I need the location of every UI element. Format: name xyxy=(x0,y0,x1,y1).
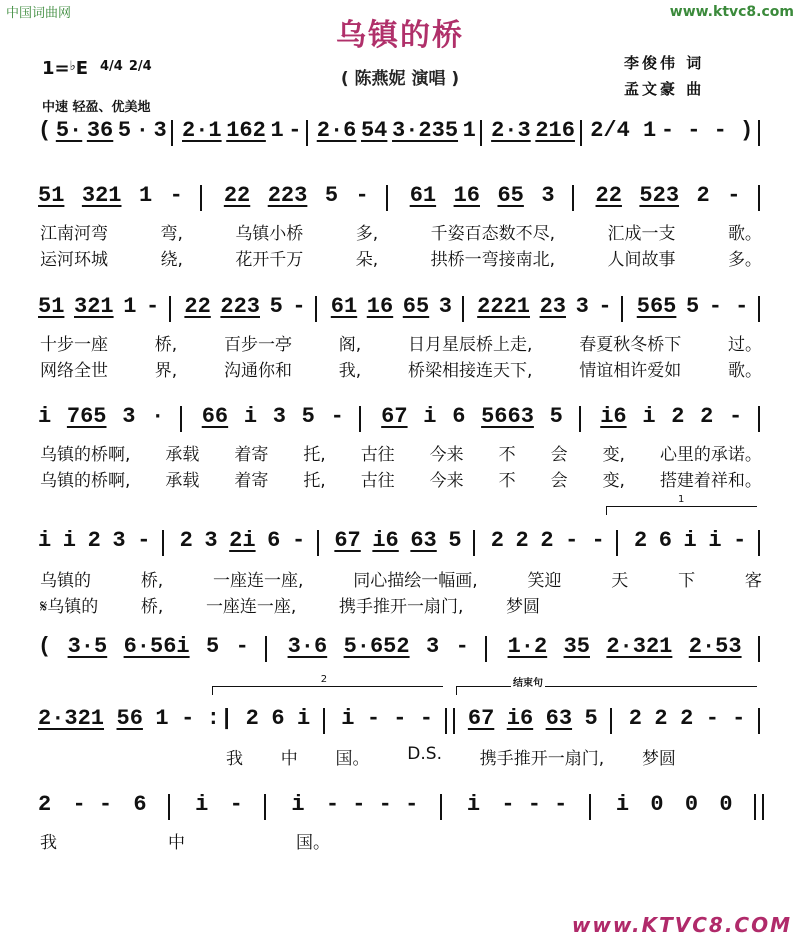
lyric-word: 变, xyxy=(602,471,625,491)
note-token: 2 xyxy=(654,706,668,731)
note-token: - xyxy=(235,634,249,659)
barline xyxy=(758,530,764,556)
lyric-word: 江南河弯 xyxy=(40,224,108,244)
note-token: 5 xyxy=(117,118,132,143)
composer-credit: 孟文豪 曲 xyxy=(624,80,705,98)
barline xyxy=(169,296,175,322)
barline xyxy=(264,794,270,820)
barline xyxy=(265,636,271,662)
lyrics-row-3-verse-1 xyxy=(40,330,762,355)
note-token: i xyxy=(38,528,52,553)
note-token: 3 xyxy=(153,118,167,143)
note-token: i xyxy=(297,706,311,731)
lyric-word: 朵, xyxy=(355,250,379,270)
note-token: 2 xyxy=(87,528,101,553)
lyric-word: 春夏秋冬桥下 xyxy=(579,335,682,355)
note-token: i xyxy=(642,404,656,429)
note-token: 3 xyxy=(272,404,286,429)
tempo-marking: 中速 轻盈、优美地 xyxy=(42,100,151,115)
barline xyxy=(317,530,323,556)
barline xyxy=(758,185,764,211)
note-token: 5 xyxy=(269,294,283,319)
note-token: 5 xyxy=(584,706,598,731)
note-token: 65 xyxy=(497,183,524,208)
barline xyxy=(359,406,365,432)
barline xyxy=(485,636,491,662)
lyric-word: 我 xyxy=(40,833,57,853)
note-token: 1·2 xyxy=(507,634,548,659)
note-token: 5663 xyxy=(481,404,534,429)
barline xyxy=(621,296,627,322)
note-token: 765 xyxy=(66,404,107,429)
note-token: 6·56i xyxy=(123,634,190,659)
lyric-word: 十步一座 xyxy=(40,335,108,355)
note-token: 23 xyxy=(539,294,566,319)
note-token: i xyxy=(423,404,437,429)
barline xyxy=(386,185,392,211)
lyric-word: 国。 xyxy=(296,833,330,853)
lyric-word: 多, xyxy=(355,224,379,244)
note-token: 2 xyxy=(696,183,710,208)
lyric-word: 乌镇的 xyxy=(40,571,91,591)
time-signature xyxy=(100,60,158,73)
lyric-word: 运河环城 xyxy=(40,250,108,270)
lyric-word: 不 xyxy=(498,445,516,465)
note-token: 54 xyxy=(360,118,388,143)
note-token: 3 xyxy=(575,294,589,319)
lyric-word: 一座连一座, xyxy=(205,597,297,617)
barline xyxy=(758,406,764,432)
note-token: 6 xyxy=(452,404,466,429)
note-token: 3 xyxy=(541,183,555,208)
lyric-word: 乌镇的桥啊, xyxy=(40,471,131,491)
lyric-word: 托, xyxy=(303,471,326,491)
note-token: 63 xyxy=(410,528,437,553)
lyric-word: 今来 xyxy=(429,471,464,491)
barline xyxy=(758,296,764,322)
note-token: 6 xyxy=(658,528,672,553)
note-token: i xyxy=(38,404,52,429)
lyric-word: 着寄 xyxy=(234,471,269,491)
lyric-word: 中 xyxy=(168,833,185,853)
note-token: - xyxy=(455,634,469,659)
lyric-word: 桥, xyxy=(154,335,178,355)
note-token: 2 xyxy=(245,706,259,731)
ending-bracket xyxy=(456,678,757,695)
note-token: - xyxy=(292,294,306,319)
note-token: i6 xyxy=(372,528,399,553)
staff-row-6 xyxy=(38,634,764,662)
note-token: 1 xyxy=(270,118,284,143)
barline xyxy=(162,530,168,556)
lyric-word: 笑迎 xyxy=(527,571,562,591)
ending-label: 结束句 xyxy=(511,674,545,689)
barline xyxy=(579,406,585,432)
note-token: 5· xyxy=(55,118,83,143)
lyric-word: 梦圆 xyxy=(641,749,676,769)
lyric-word: 携手推开一扇门, xyxy=(338,597,464,617)
note-token: 51 xyxy=(38,294,65,319)
note-token: - xyxy=(137,528,151,553)
lyric-word: 汇成一支 xyxy=(607,224,676,244)
note-token: - xyxy=(146,294,160,319)
lyric-word: 古往 xyxy=(360,471,395,491)
lyric-word: 乌镇的桥啊, xyxy=(40,445,131,465)
lyric-word: 天 xyxy=(611,571,629,591)
note-token: 2 xyxy=(179,528,193,553)
watermark-bottom: www.KTVC8.COM xyxy=(571,913,792,937)
barline xyxy=(315,296,321,322)
note-token: 2 xyxy=(38,792,52,817)
lyric-word: 一座连一座, xyxy=(213,571,304,591)
note-token: - - - xyxy=(501,792,568,817)
note-token: 61 xyxy=(330,294,358,319)
flat-sign: ♭ xyxy=(69,59,76,74)
lyric-word: 人间故事 xyxy=(607,250,676,270)
note-token: 63 xyxy=(545,706,573,731)
note-token: - xyxy=(169,183,183,208)
barline xyxy=(580,120,586,146)
note-token: i xyxy=(466,792,481,817)
note-token: - xyxy=(598,294,612,319)
meter-secondary: 2/4 xyxy=(128,59,152,74)
singer-credit: ( 陈燕妮 演唱 ) xyxy=(340,69,460,89)
barline xyxy=(440,794,446,820)
note-token: 223 xyxy=(267,183,308,208)
lyric-word: 千姿百态数不尽, xyxy=(430,224,556,244)
note-token: 2·321 xyxy=(38,706,105,731)
note-token: 5 xyxy=(206,634,220,659)
watermark-left: 中国词曲网 xyxy=(6,6,72,21)
lyric-word: 阁, xyxy=(338,335,362,355)
note-token: 2 xyxy=(540,528,554,553)
note-token: 2 xyxy=(671,404,685,429)
note-token: i6 xyxy=(506,706,534,731)
note-token: - - xyxy=(705,706,746,731)
barline xyxy=(171,120,177,146)
note-token: - xyxy=(355,183,369,208)
note-token: 1 xyxy=(462,118,476,143)
lyricist-credit: 李俊伟 词 xyxy=(624,54,705,72)
volta-label-1: 1 xyxy=(678,494,685,505)
note-token: 321 xyxy=(74,294,114,319)
note-token: - xyxy=(181,706,195,731)
lyric-word: 桥梁相接连天下, xyxy=(408,361,533,381)
barline xyxy=(323,708,329,734)
note-token: 2·3 xyxy=(491,118,531,143)
note-token: 2 xyxy=(633,528,648,553)
note-token: - xyxy=(727,183,741,208)
barline xyxy=(200,185,206,211)
lyric-word: D.S. xyxy=(407,744,442,764)
lyric-word: 会 xyxy=(550,471,568,491)
lyric-word: 搭建着祥和。 xyxy=(659,471,762,491)
lyric-word: 承载 xyxy=(165,471,200,491)
note-token: 6 xyxy=(267,528,281,553)
note-token: 3 xyxy=(204,528,218,553)
note-token: 2·1 xyxy=(182,118,222,143)
lyric-word: 桥, xyxy=(140,597,164,617)
lyric-word: 客 xyxy=(744,571,762,591)
lyric-word: 多。 xyxy=(727,250,762,270)
staff-row-2 xyxy=(38,183,764,211)
note-token: i xyxy=(243,404,258,429)
note-token: 3·6 xyxy=(287,634,328,659)
note-token: 35 xyxy=(563,634,590,659)
note-token: 67 xyxy=(381,404,408,429)
note-token: 3 xyxy=(438,294,452,319)
barline xyxy=(589,794,595,820)
lyric-word: 乌镇小桥 xyxy=(235,224,304,244)
note-token: 565 xyxy=(636,294,677,319)
staff-row-1 xyxy=(38,118,764,146)
lyric-word: 下 xyxy=(678,571,696,591)
barline xyxy=(758,708,764,734)
note-token: 2/4 1 xyxy=(590,118,657,143)
volta-bracket-2 xyxy=(212,674,443,695)
note-token: 2 xyxy=(700,404,714,429)
meter-primary: 4/4 xyxy=(100,59,123,74)
note-token: 5 xyxy=(301,404,315,429)
note-token: i xyxy=(291,792,305,817)
note-token: 5 xyxy=(685,294,700,319)
note-token: 216 xyxy=(535,118,575,143)
staff-row-4 xyxy=(38,404,764,432)
lyric-word: 不 xyxy=(498,471,516,491)
lyrics-row-4-verse-1 xyxy=(40,440,762,465)
staff-row-3 xyxy=(38,294,764,322)
note-token: 0 xyxy=(719,792,733,817)
note-token: 6 xyxy=(271,706,285,731)
note-token: 2·53 xyxy=(688,634,742,659)
barline xyxy=(480,120,486,146)
note-token: 3 xyxy=(425,634,440,659)
double-barline xyxy=(754,794,764,820)
lyric-word: 国。 xyxy=(335,749,370,769)
lyric-word: 变, xyxy=(602,445,625,465)
lyrics-row-2-verse-1 xyxy=(40,219,762,244)
note-token: 61 xyxy=(409,183,437,208)
lyric-word: 中 xyxy=(280,749,298,769)
note-token: ( xyxy=(38,634,52,659)
lyric-word: 同心描绘一幅画, xyxy=(353,571,478,591)
lyric-word: 情谊相许爱如 xyxy=(579,361,682,381)
lyrics-row-3-verse-2 xyxy=(40,356,762,381)
barline xyxy=(180,406,186,432)
note-token: 2 xyxy=(515,528,529,553)
note-token: :| xyxy=(206,706,234,731)
lyric-word: 网络全世 xyxy=(40,361,108,381)
lyric-word: 古往 xyxy=(360,445,395,465)
note-token: 5 xyxy=(448,528,462,553)
lyric-word: 绕, xyxy=(160,250,183,270)
lyric-word: 携手推开一扇门, xyxy=(479,749,605,769)
note-token: 1 xyxy=(155,706,169,731)
note-token: - xyxy=(288,118,302,143)
barline xyxy=(572,185,578,211)
note-token: - xyxy=(729,404,743,429)
note-token: 2·321 xyxy=(606,634,673,659)
lyrics-row-5-verse-1 xyxy=(40,566,762,591)
note-token: - - xyxy=(708,294,749,319)
double-barline xyxy=(445,708,455,734)
lyric-word: 弯, xyxy=(160,224,183,244)
note-token: 6 xyxy=(133,792,147,817)
note-token: - - - ) xyxy=(660,118,754,143)
note-token: 321 xyxy=(81,183,122,208)
note-token: 5 xyxy=(549,404,563,429)
note-token: - xyxy=(291,528,306,553)
note-token: i xyxy=(62,528,76,553)
note-token: - xyxy=(733,528,747,553)
lyric-word: 今来 xyxy=(429,445,464,465)
note-token: 22 xyxy=(595,183,622,208)
lyric-word: 梦圆 xyxy=(505,597,540,617)
lyric-word: 我, xyxy=(338,361,362,381)
note-token: 66 xyxy=(201,404,229,429)
lyric-word: 桥, xyxy=(140,571,164,591)
barline xyxy=(462,296,468,322)
note-token: 1 xyxy=(138,183,153,208)
note-token: ( xyxy=(38,118,52,143)
note-token: - xyxy=(229,792,243,817)
note-token: 162 xyxy=(226,118,266,143)
note-token: 5·652 xyxy=(343,634,410,659)
lyric-word: 会 xyxy=(550,445,568,465)
note-token: 2 xyxy=(680,706,694,731)
note-token: 16 xyxy=(453,183,480,208)
note-token: 16 xyxy=(366,294,394,319)
lyric-word: 花开千万 xyxy=(235,250,304,270)
note-token: i xyxy=(708,528,722,553)
note-token: i xyxy=(195,792,209,817)
note-token: - xyxy=(330,404,344,429)
key-prefix: 1= xyxy=(42,58,70,79)
key-signature xyxy=(42,58,88,79)
lyric-word: 歌。 xyxy=(727,224,762,244)
note-token: 0 xyxy=(650,792,664,817)
note-token: 51 xyxy=(38,183,65,208)
barline xyxy=(758,636,764,662)
lyric-word: 我 xyxy=(226,749,243,769)
lyric-word: 拱桥一弯接南北, xyxy=(430,250,556,270)
lyric-word: 日月星辰桥上走, xyxy=(408,335,533,355)
lyric-word: 承载 xyxy=(165,445,200,465)
lyric-word: 心里的承诺。 xyxy=(659,445,762,465)
lyric-word: 百步一亭 xyxy=(224,335,292,355)
note-token: 1 xyxy=(123,294,137,319)
note-token: 3 xyxy=(112,528,126,553)
lyrics-row-7 xyxy=(226,744,676,769)
note-token: 67 xyxy=(334,528,361,553)
note-token: - - xyxy=(72,792,113,817)
note-token: 223 xyxy=(220,294,260,319)
key-note: E xyxy=(75,58,89,79)
note-token: 2 xyxy=(628,706,642,731)
lyrics-row-8 xyxy=(40,828,330,853)
lyric-word: 界, xyxy=(154,361,178,381)
note-token: 67 xyxy=(467,706,495,731)
note-token: 2 xyxy=(490,528,504,553)
lyric-word: 歌。 xyxy=(728,361,762,381)
barline xyxy=(758,120,764,146)
volta-label-2: 2 xyxy=(320,674,328,685)
note-token: 3·5 xyxy=(67,634,108,659)
note-token: · xyxy=(151,404,165,429)
note-token: 3·235 xyxy=(392,118,459,143)
barline xyxy=(616,530,622,556)
watermark-right: www.ktvc8.com xyxy=(669,4,794,20)
note-token: - - - xyxy=(366,706,433,731)
lyric-word: 托, xyxy=(303,445,326,465)
note-token: 2221 xyxy=(477,294,530,319)
note-token: 3 xyxy=(122,404,136,429)
note-token: 22 xyxy=(184,294,211,319)
staff-row-8 xyxy=(38,792,764,820)
note-token: i6 xyxy=(600,404,627,429)
note-token: 2·6 xyxy=(316,118,357,143)
song-title: 乌镇的桥 xyxy=(336,18,464,53)
note-token: · xyxy=(135,118,149,143)
lyrics-row-5-verse-2 xyxy=(40,592,540,617)
lyrics-row-4-verse-2 xyxy=(40,466,762,491)
barline xyxy=(168,794,174,820)
note-token: 65 xyxy=(402,294,430,319)
staff-row-5 xyxy=(38,528,764,556)
note-token: i xyxy=(615,792,630,817)
note-token: 22 xyxy=(223,183,251,208)
note-token: 36 xyxy=(86,118,114,143)
note-token: - - - - xyxy=(325,792,419,817)
barline xyxy=(306,120,312,146)
note-token: - - xyxy=(565,528,605,553)
lyric-word: 过。 xyxy=(728,335,762,355)
barline xyxy=(473,530,479,556)
note-token: i xyxy=(341,706,355,731)
staff-row-7 xyxy=(38,706,764,734)
note-token: i xyxy=(683,528,697,553)
lyric-word: 𝄋乌镇的 xyxy=(40,597,99,617)
lyrics-row-2-verse-2 xyxy=(40,245,762,270)
note-token: 5 xyxy=(324,183,339,208)
lyric-word: 着寄 xyxy=(234,445,269,465)
lyric-word: 沟通你和 xyxy=(224,361,292,381)
note-token: 2i xyxy=(229,528,256,553)
volta-bracket-1 xyxy=(606,494,757,515)
note-token: 523 xyxy=(639,183,680,208)
note-token: 56 xyxy=(116,706,143,731)
note-token: 0 xyxy=(684,792,699,817)
barline xyxy=(610,708,616,734)
